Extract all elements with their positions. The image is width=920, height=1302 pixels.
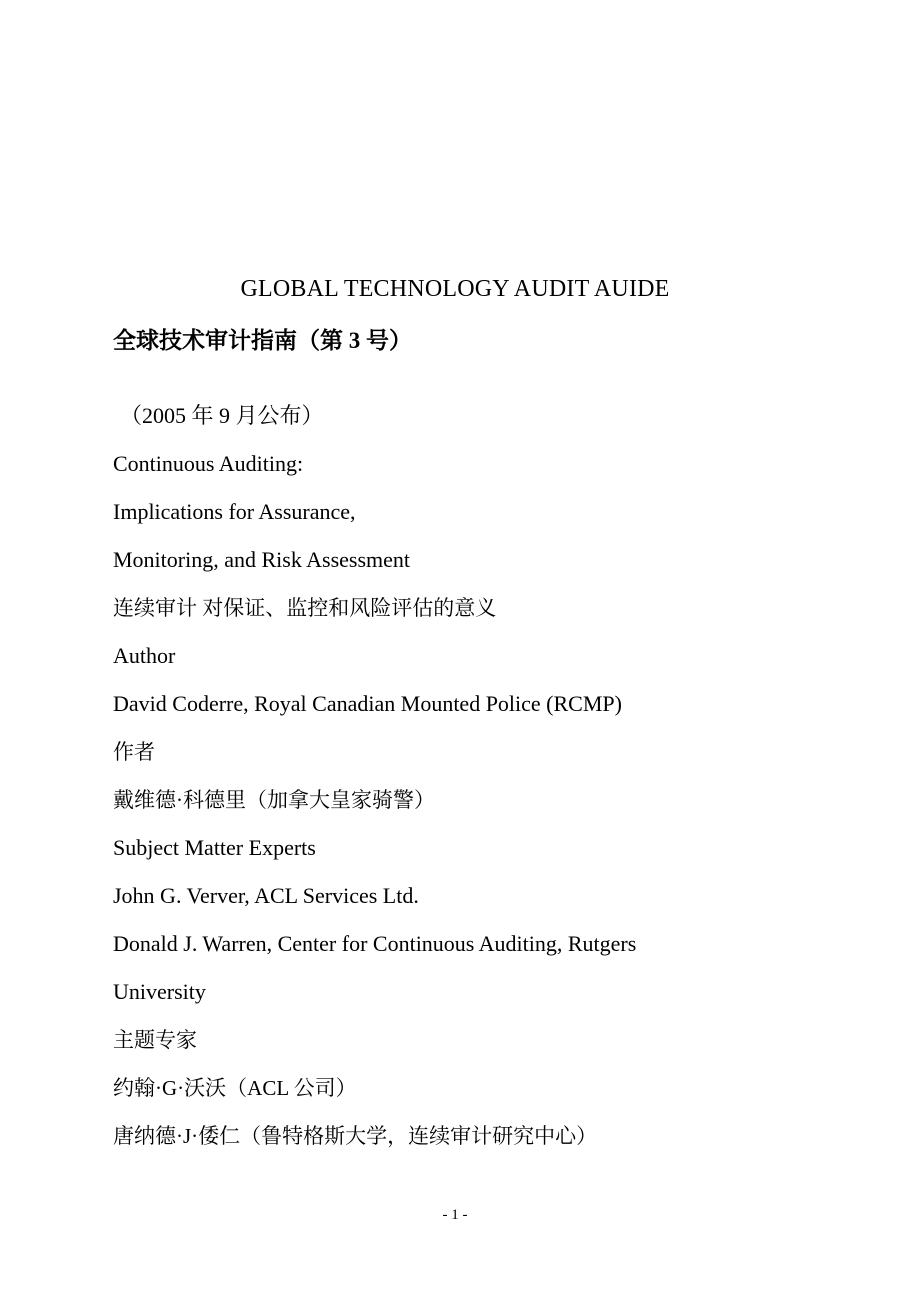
page-top-margin xyxy=(0,0,920,272)
text-line-subject-matter-experts-label-chinese: 主题专家 xyxy=(113,1028,197,1052)
document-title-chinese: 全球技术审计指南（第 3 号） xyxy=(113,328,412,353)
text-line-expert-two-english-part2: University xyxy=(113,979,206,1004)
text-line-expert-two-chinese: 唐纳德·J·倭仁（鲁特格斯大学，连续审计研究中心） xyxy=(113,1124,598,1148)
text-line-author-name-chinese: 戴维德·科德里（加拿大皇家骑警） xyxy=(113,788,435,812)
publish-date-line: （2005 年 9 月公布） xyxy=(120,403,324,428)
text-line-subject-matter-experts-label: Subject Matter Experts xyxy=(113,835,316,860)
text-line-expert-one-chinese: 约翰·G·沃沃（ACL 公司） xyxy=(113,1076,357,1100)
text-line-expert-one-english: John G. Verver, ACL Services Ltd. xyxy=(113,883,419,908)
document-body xyxy=(0,272,920,1160)
text-line-expert-two-english-part1: Donald J. Warren, Center for Continuous Auditing, Rutgers xyxy=(113,931,637,956)
text-line-monitoring-and-risk-assessment: Monitoring, and Risk Assessment xyxy=(113,547,411,572)
text-line-author-name-english: David Coderre, Royal Canadian Mounted Police (RCMP) xyxy=(113,691,622,716)
text-line-author-label-english: Author xyxy=(113,643,176,668)
text-line-implications-for-assurance: Implications for Assurance, xyxy=(113,499,356,524)
page-number-footer: - 1 - xyxy=(442,1207,468,1223)
document-title-english: GLOBAL TECHNOLOGY AUDIT AUIDE xyxy=(240,276,670,302)
document-text-block xyxy=(0,392,920,1160)
text-line-subtitle-chinese: 连续审计 对保证、监控和风险评估的意义 xyxy=(113,596,497,620)
text-line-continuous-auditing: Continuous Auditing: xyxy=(113,451,304,476)
text-line-author-label-chinese: 作者 xyxy=(113,740,155,764)
